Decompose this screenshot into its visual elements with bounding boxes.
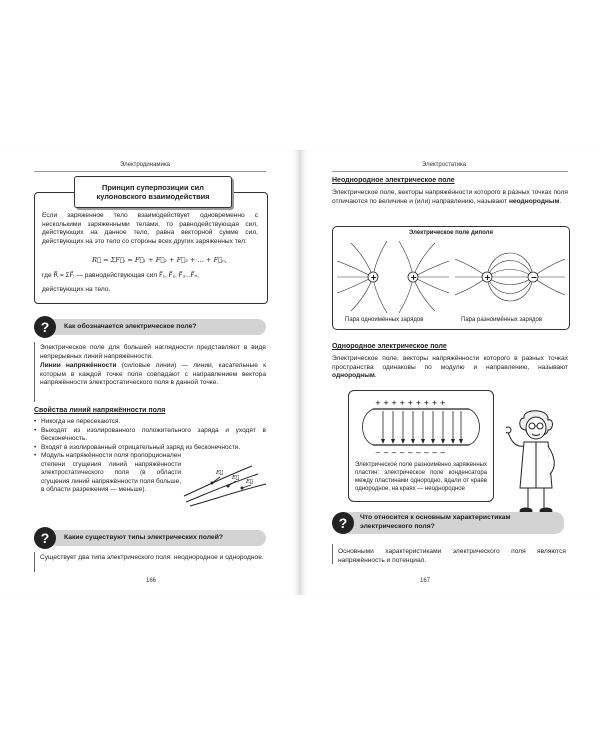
- vector-label: E⃗: [232, 475, 240, 481]
- like-charges-diagram: [337, 241, 449, 313]
- vector-label: E⃗: [216, 470, 224, 476]
- question-icon: ?: [34, 527, 56, 549]
- answer-rule: [34, 342, 35, 402]
- minus-sign: −: [530, 273, 538, 282]
- superposition-formula: R⃗ = ΣF⃗ᵢ = F⃗₁ + F⃗₂ + F⃗₃ + ... + F⃗ₙ,: [92, 256, 227, 264]
- principle-title-line2: кулоновского взаимодействия: [96, 192, 210, 201]
- answer-text: Электрическое поле для большей наглядности представляют в виде непрерывных линий напряжённости.: [40, 344, 266, 360]
- formula-explanation-end: действующих на тело.: [42, 286, 111, 293]
- list-item: • Никогда не пересекаются.: [34, 418, 266, 427]
- answer-text: Существует два типа электрического поля: неоднородное и однородное.: [40, 554, 264, 561]
- question-text: Как обозначается электрическое поле?: [64, 323, 197, 330]
- answer-rule: [332, 544, 333, 564]
- question-text-line2: электрического поля?: [360, 522, 435, 530]
- right-page: [300, 150, 600, 595]
- left-page: [0, 150, 300, 595]
- caption-like-charges: Пара одноимённых зарядов: [345, 317, 424, 323]
- scientist-illustration: [506, 408, 568, 518]
- dipole-title: Электрическое поле диполя: [409, 230, 493, 236]
- running-head: Электродинамика: [120, 162, 171, 168]
- nonuniform-title: Неоднородное электрическое поле: [332, 177, 455, 184]
- plate-top-charges: + + + + + + + + +: [375, 399, 446, 407]
- uniform-title: Однородное электрическое поле: [332, 343, 447, 350]
- question-text: [360, 514, 511, 532]
- lines-text: (силовые линии) — линии, касательные к которым в каждой точке поля совпадают с направлением вектора напряжённости электростатического поля в данной точке.: [40, 362, 266, 387]
- nonuniform-term: неоднородным: [508, 197, 560, 205]
- capacitor-box: [348, 390, 494, 502]
- page-number: 166: [146, 578, 157, 584]
- plus-sign: +: [410, 273, 417, 282]
- running-head: Электростатика: [422, 162, 467, 168]
- principle-text: Если заряженное тело взаимодействует одновременно с несколькими заряженными телами, то равнодействующая сил, действующих на данное тело, равна векторной сумме сил, действующих на это тело со стороны всех других заряженных тел:: [42, 212, 258, 245]
- lines-term: Линии напряжённости: [40, 362, 117, 369]
- uniform-end: .: [374, 372, 377, 380]
- field-lines-illustration: [182, 458, 268, 508]
- properties-title: Свойства линий напряжённости поля: [34, 407, 166, 414]
- uniform-term: однородным: [332, 372, 375, 380]
- principle-title-line1: Принцип суперпозиции сил: [102, 182, 204, 192]
- page-number: 167: [420, 578, 431, 584]
- capacitor-caption: Электрическое поле разноимённо заряженных пластин: электрическое поле конденсатора между пластинами однородно, вдали от краёв однородное, на краях — неоднородное: [355, 462, 487, 492]
- plus-sign: +: [484, 273, 491, 282]
- plus-sign: +: [370, 273, 377, 282]
- question-text-line1: Что относится к основным характеристикам: [360, 514, 511, 521]
- answer-text: Основными характеристиками электрического поля являются напряжённость и потенциал.: [338, 548, 566, 564]
- uniform-text: [332, 355, 568, 381]
- plate-bottom-charges: − − − − − − − − −: [375, 449, 446, 457]
- question-icon: ?: [34, 316, 56, 338]
- capacitor-diagram: [355, 395, 487, 457]
- lines-definition: [40, 362, 266, 388]
- list-item: • Модуль напряжённости поля пропорционален степени сгущения линий напряжённости электростатического поля (в области сгущения линий напряжённости поля больше, в области разрежения — меньше).: [34, 452, 181, 495]
- dipole-diagram-box: [332, 226, 570, 330]
- header-rule: [332, 171, 568, 172]
- nonuniform-definition: Электрическое поле, векторы напряжённости которого в разных точках поля отличаются по величине и (или) направлению, называют: [332, 189, 568, 205]
- answer-rule: [34, 552, 35, 572]
- question-text: Какие существуют типы электрических полей?: [64, 534, 224, 541]
- uniform-definition: Электрическое поле, векторы напряжённости которого в разных точках пространства одинаковы по модулю и направлению, называют: [332, 355, 568, 371]
- unlike-charges-diagram: [455, 241, 565, 313]
- header-rule: [34, 171, 266, 172]
- formula-explanation: где R⃗ = ΣF⃗ᵢ — равнодействующая сил F⃗₁, F⃗₂, F⃗₃...F⃗ₙ,: [42, 272, 199, 279]
- question-icon: ?: [332, 512, 354, 534]
- list-item: • Входят в изолированный отрицательный заряд из бесконечности.: [34, 444, 266, 453]
- nonuniform-text: [332, 189, 568, 206]
- nonuniform-end: .: [559, 197, 562, 205]
- principle-title: [74, 176, 232, 208]
- vector-label: E⃗: [246, 479, 254, 485]
- caption-unlike-charges: Пара разноимённых зарядов: [461, 317, 543, 323]
- list-item: • Выходят из изолированного положительного заряда и уходят в бесконечность.: [34, 427, 266, 444]
